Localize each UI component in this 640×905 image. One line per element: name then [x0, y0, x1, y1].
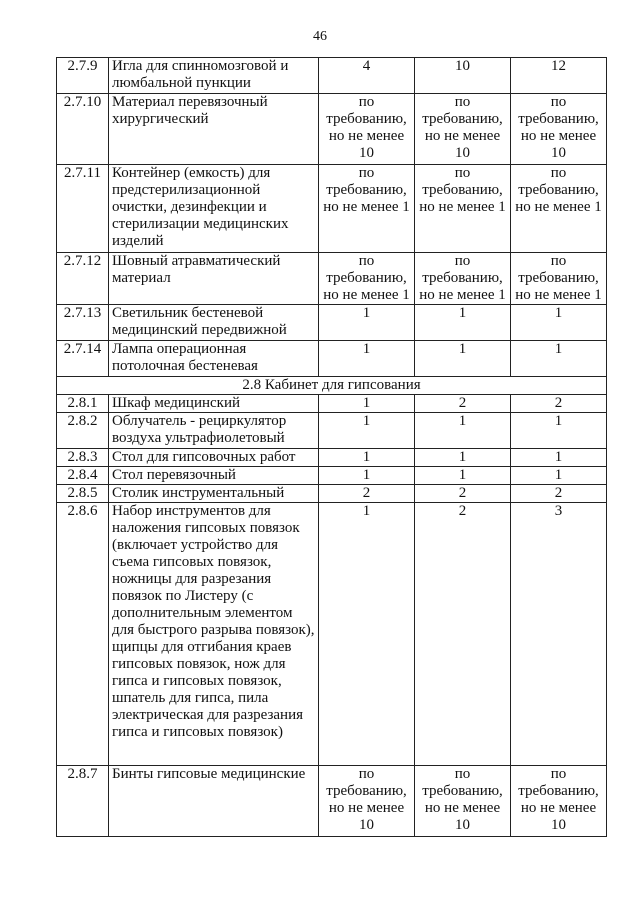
qty-col1: 2	[319, 485, 415, 503]
section-row	[57, 377, 607, 395]
qty-col1: 4	[319, 58, 415, 94]
qty-col3: 1	[511, 467, 607, 485]
row-number: 2.7.14	[57, 341, 109, 377]
table-row	[57, 305, 607, 341]
qty-col3: 1	[511, 413, 607, 449]
row-name: Светильник бестеневой медицинский передвижной	[109, 305, 319, 341]
qty-col2: по требованию, но не менее 1	[415, 253, 511, 305]
qty-col3: 1	[511, 449, 607, 467]
row-number: 2.7.13	[57, 305, 109, 341]
qty-col2: по требованию, но не менее 10	[415, 94, 511, 165]
qty-col2: 2	[415, 395, 511, 413]
row-name: Игла для спинномозговой и люмбальной пункции	[109, 58, 319, 94]
qty-col2: 1	[415, 449, 511, 467]
row-name: Стол перевязочный	[109, 467, 319, 485]
qty-col1: 1	[319, 305, 415, 341]
qty-col3: по требованию, но не менее 1	[511, 253, 607, 305]
row-number: 2.8.3	[57, 449, 109, 467]
equipment-table	[56, 57, 607, 837]
qty-col3: 1	[511, 305, 607, 341]
table-row	[57, 58, 607, 94]
page-number: 46	[313, 29, 327, 44]
qty-col2: 1	[415, 305, 511, 341]
row-name: Лампа операционная потолочная бестеневая	[109, 341, 319, 377]
table-row	[57, 485, 607, 503]
qty-col3: 2	[511, 395, 607, 413]
qty-col2: 1	[415, 467, 511, 485]
row-number: 2.8.7	[57, 766, 109, 837]
row-name: Шкаф медицинский	[109, 395, 319, 413]
row-number: 2.8.5	[57, 485, 109, 503]
qty-col1: по требованию, но не менее 1	[319, 253, 415, 305]
row-name: Набор инструментов для наложения гипсовых повязок (включает устройство для съема гипсовых повязок, ножницы для разрезания повязок по Листеру (с дополнительным элементом для быстрого разрыва повязок), щипцы для отгибания краев гипсовых повязок, нож для гипса и гипсовых повязок, шпатель для гипса, пила электрическая для разрезания гипса и гипсовых повязок)	[109, 503, 319, 766]
qty-col2: 1	[415, 413, 511, 449]
qty-col3: по требованию, но не менее 10	[511, 94, 607, 165]
table-row	[57, 449, 607, 467]
qty-col3: 3	[511, 503, 607, 766]
qty-col3: 2	[511, 485, 607, 503]
qty-col1: 1	[319, 413, 415, 449]
qty-col1: 1	[319, 467, 415, 485]
row-number: 2.8.4	[57, 467, 109, 485]
qty-col2: по требованию, но не менее 1	[415, 165, 511, 253]
row-number: 2.7.10	[57, 94, 109, 165]
section-title: 2.8 Кабинет для гипсования	[57, 377, 607, 395]
qty-col1: по требованию, но не менее 10	[319, 766, 415, 837]
table-row	[57, 165, 607, 253]
qty-col1: 1	[319, 341, 415, 377]
qty-col2: 10	[415, 58, 511, 94]
qty-col1: 1	[319, 395, 415, 413]
row-name: Шовный атравматический материал	[109, 253, 319, 305]
row-number: 2.7.11	[57, 165, 109, 253]
row-name: Облучатель - рециркулятор воздуха ультрафиолетовый	[109, 413, 319, 449]
qty-col3: 12	[511, 58, 607, 94]
table-row	[57, 94, 607, 165]
qty-col2: 2	[415, 503, 511, 766]
row-name: Столик инструментальный	[109, 485, 319, 503]
qty-col2: 1	[415, 341, 511, 377]
table-row	[57, 341, 607, 377]
qty-col1: по требованию, но не менее 10	[319, 94, 415, 165]
table-row	[57, 253, 607, 305]
row-number: 2.7.12	[57, 253, 109, 305]
row-number: 2.8.1	[57, 395, 109, 413]
qty-col3: 1	[511, 341, 607, 377]
row-name: Стол для гипсовочных работ	[109, 449, 319, 467]
table-row	[57, 467, 607, 485]
row-number: 2.8.2	[57, 413, 109, 449]
qty-col3: по требованию, но не менее 10	[511, 766, 607, 837]
table-row	[57, 395, 607, 413]
row-name: Материал перевязочный хирургический	[109, 94, 319, 165]
row-name: Бинты гипсовые медицинские	[109, 766, 319, 837]
qty-col1: 1	[319, 503, 415, 766]
table-row	[57, 413, 607, 449]
qty-col2: по требованию, но не менее 10	[415, 766, 511, 837]
table-row	[57, 503, 607, 766]
row-number: 2.7.9	[57, 58, 109, 94]
qty-col3: по требованию, но не менее 1	[511, 165, 607, 253]
qty-col2: 2	[415, 485, 511, 503]
row-number: 2.8.6	[57, 503, 109, 766]
row-name: Контейнер (емкость) для предстерилизационной очистки, дезинфекции и стерилизации медицинских изделий	[109, 165, 319, 253]
table-row	[57, 766, 607, 837]
qty-col1: 1	[319, 449, 415, 467]
qty-col1: по требованию, но не менее 1	[319, 165, 415, 253]
